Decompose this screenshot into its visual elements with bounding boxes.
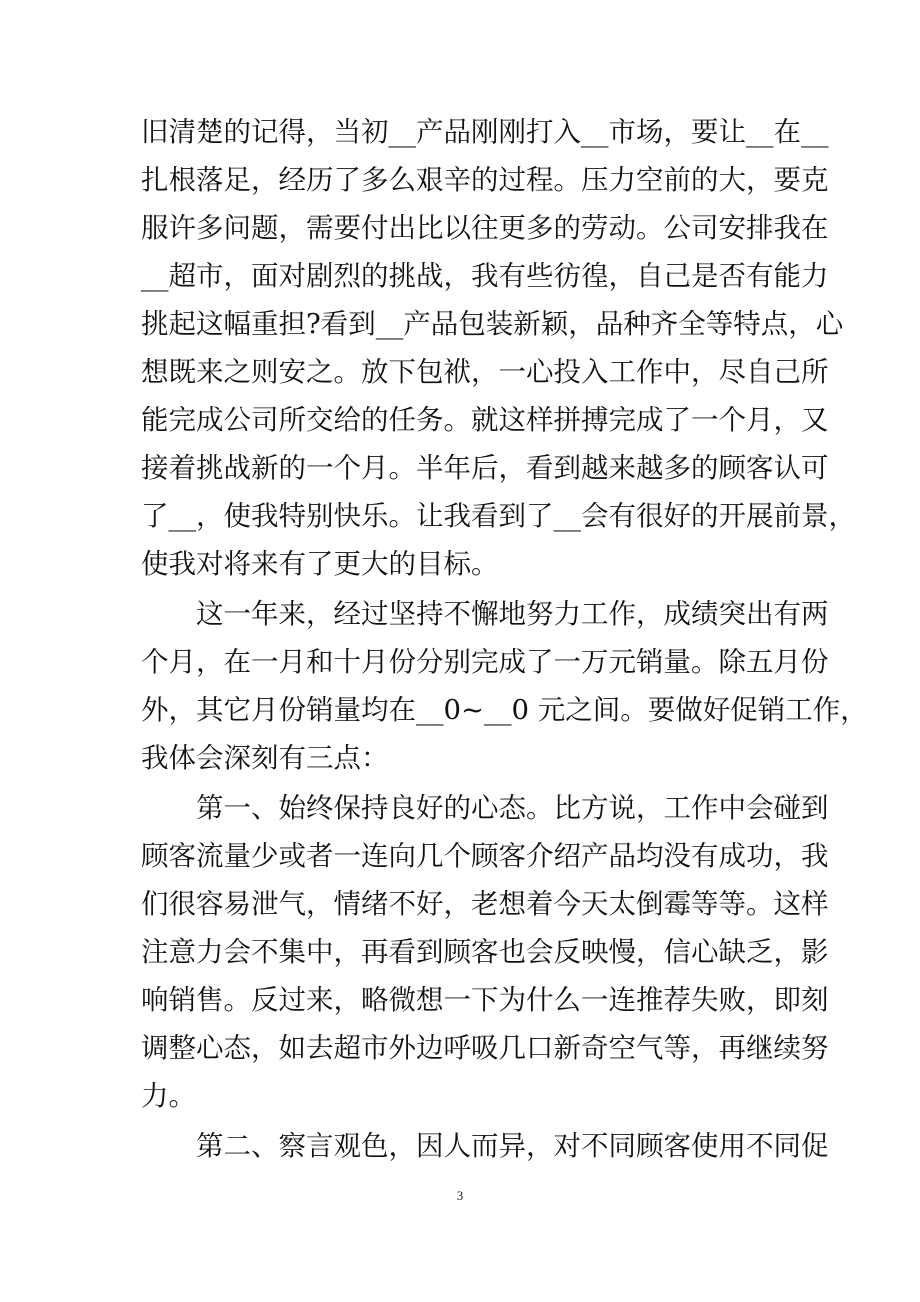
text-line: 了__，使我特别快乐。让我看到了__会有很好的开展前景，: [141, 500, 856, 532]
text-line: __超市，面对剧烈的挑战，我有些彷徨，自己是否有能力: [141, 260, 829, 292]
text-line: 调整心态，如去超市外边呼吸几口新奇空气等，再继续努: [141, 1032, 829, 1064]
text-line: 外，其它月份销量均在__0~__0 元之间。要做好促销工作，: [141, 694, 868, 726]
text-line: 我体会深刻有三点：: [141, 742, 389, 774]
page-number: 3: [456, 1188, 464, 1203]
text-line: 能完成公司所交给的任务。就这样拼搏完成了一个月，又: [141, 404, 829, 436]
text-line: 注意力会不集中，再看到顾客也会反映慢，信心缺乏，影: [141, 936, 829, 968]
text-line: 这一年来，经过坚持不懈地努力工作，成绩突出有两: [141, 598, 829, 630]
text-line: 个月，在一月和十月份分别完成了一万元销量。除五月份: [141, 646, 829, 678]
text-line: 挑起这幅重担?看到__产品包装新颖，品种齐全等特点，心: [141, 308, 844, 340]
text-line: 服许多问题，需要付出比以往更多的劳动。公司安排我在: [141, 212, 829, 244]
text-line: 响销售。反过来，略微想一下为什么一连推荐失败，即刻: [141, 984, 829, 1016]
text-line: 使我对将来有了更大的目标。: [141, 548, 499, 580]
text-line: 第一、始终保持良好的心态。比方说，工作中会碰到: [141, 792, 829, 824]
text-line: 力。: [141, 1080, 196, 1112]
text-line: 第二、察言观色，因人而异，对不同顾客使用不同促: [141, 1130, 829, 1162]
text-line: 顾客流量少或者一连向几个顾客介绍产品均没有成功，我: [141, 840, 829, 872]
text-line: 想既来之则安之。放下包袱，一心投入工作中，尽自己所: [141, 356, 829, 388]
text-line: 扎根落足，经历了多么艰辛的过程。压力空前的大，要克: [141, 164, 829, 196]
text-line: 们很容易泄气，情绪不好，老想着今天太倒霉等等。这样: [141, 888, 829, 920]
text-line: 接着挑战新的一个月。半年后，看到越来越多的顾客认可: [141, 452, 829, 484]
text-line: 旧清楚的记得，当初__产品刚刚打入__市场，要让__在__: [141, 116, 829, 148]
